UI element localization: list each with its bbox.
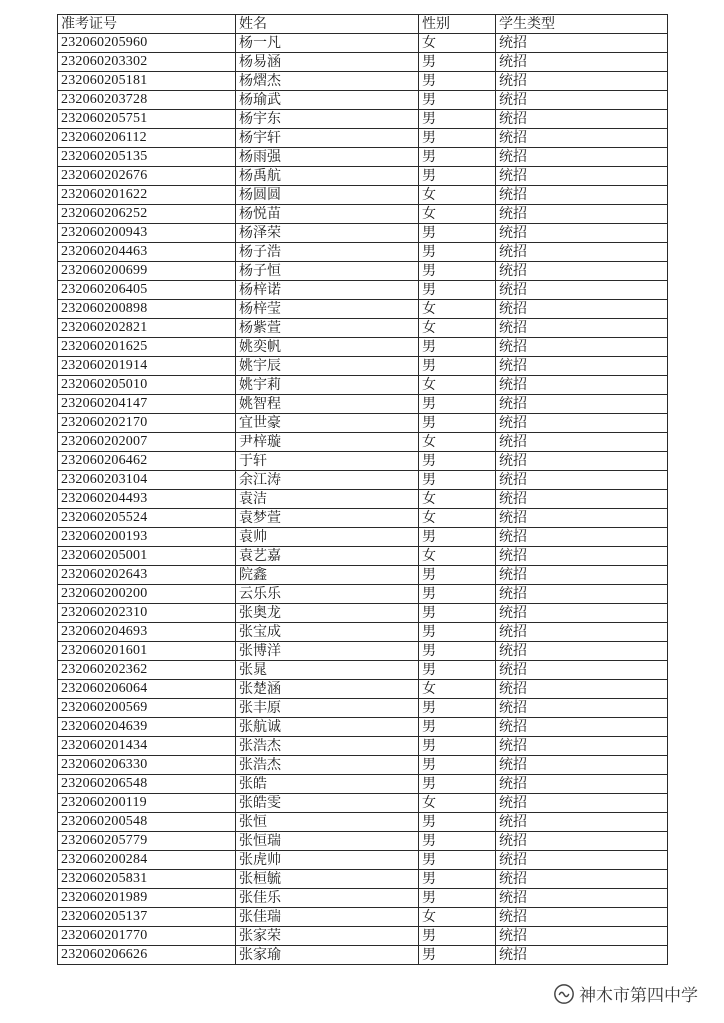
- name-cell: 姚宇辰: [236, 357, 419, 376]
- name-cell: 杨瑜武: [236, 91, 419, 110]
- gender-cell: 男: [419, 471, 496, 490]
- student-type-cell: 统招: [496, 509, 668, 528]
- table-row: [58, 376, 668, 395]
- table-row: [58, 148, 668, 167]
- gender-cell: 男: [419, 661, 496, 680]
- student-type-cell: 统招: [496, 338, 668, 357]
- gender-cell: 男: [419, 699, 496, 718]
- student-type-cell: 统招: [496, 908, 668, 927]
- name-cell: 杨梓莹: [236, 300, 419, 319]
- exam-id-cell: 232060200193: [58, 528, 236, 547]
- gender-cell: 男: [419, 604, 496, 623]
- gender-cell: 男: [419, 718, 496, 737]
- table-row: [58, 699, 668, 718]
- gender-cell: 男: [419, 148, 496, 167]
- name-cell: 袁艺嘉: [236, 547, 419, 566]
- name-cell: 张丰原: [236, 699, 419, 718]
- name-cell: 姚奕帆: [236, 338, 419, 357]
- student-type-cell: 统招: [496, 110, 668, 129]
- table-row: [58, 756, 668, 775]
- student-type-cell: 统招: [496, 186, 668, 205]
- gender-cell: 男: [419, 167, 496, 186]
- student-type-cell: 统招: [496, 72, 668, 91]
- exam-id-cell: 232060200943: [58, 224, 236, 243]
- exam-id-cell: 232060205001: [58, 547, 236, 566]
- student-type-cell: 统招: [496, 680, 668, 699]
- table-row: [58, 186, 668, 205]
- gender-cell: 男: [419, 243, 496, 262]
- student-type-cell: 统招: [496, 34, 668, 53]
- account-watermark: [549, 980, 702, 1007]
- name-cell: 余江涛: [236, 471, 419, 490]
- gender-cell: 男: [419, 528, 496, 547]
- student-table: [57, 14, 668, 965]
- student-type-cell: 统招: [496, 642, 668, 661]
- name-cell: 杨泽荣: [236, 224, 419, 243]
- name-cell: 袁洁: [236, 490, 419, 509]
- name-cell: 杨子浩: [236, 243, 419, 262]
- exam-id-cell: 232060204493: [58, 490, 236, 509]
- exam-id-cell: 232060205779: [58, 832, 236, 851]
- gender-cell: 男: [419, 452, 496, 471]
- roster-sheet: [57, 14, 667, 965]
- table-row: [58, 604, 668, 623]
- table-row: [58, 72, 668, 91]
- table-row: [58, 927, 668, 946]
- student-type-cell: 统招: [496, 243, 668, 262]
- gender-cell: 男: [419, 775, 496, 794]
- name-cell: 杨雨强: [236, 148, 419, 167]
- exam-id-cell: 232060206462: [58, 452, 236, 471]
- exam-id-cell: 232060205010: [58, 376, 236, 395]
- gender-cell: 女: [419, 319, 496, 338]
- student-type-cell: 统招: [496, 129, 668, 148]
- table-row: [58, 357, 668, 376]
- header-exam-id: 准考证号: [58, 15, 236, 34]
- table-header-row: [58, 15, 668, 34]
- exam-id-cell: 232060205960: [58, 34, 236, 53]
- header-name: 姓名: [236, 15, 419, 34]
- exam-id-cell: 232060201914: [58, 357, 236, 376]
- table-row: [58, 433, 668, 452]
- exam-id-cell: 232060206112: [58, 129, 236, 148]
- table-row: [58, 889, 668, 908]
- name-cell: 杨宇东: [236, 110, 419, 129]
- gender-cell: 男: [419, 566, 496, 585]
- exam-id-cell: 232060200119: [58, 794, 236, 813]
- table-row: [58, 642, 668, 661]
- student-type-cell: 统招: [496, 718, 668, 737]
- student-type-cell: 统招: [496, 262, 668, 281]
- gender-cell: 男: [419, 338, 496, 357]
- name-cell: 张博洋: [236, 642, 419, 661]
- student-type-cell: 统招: [496, 528, 668, 547]
- exam-id-cell: 232060203302: [58, 53, 236, 72]
- gender-cell: 男: [419, 395, 496, 414]
- exam-id-cell: 232060204693: [58, 623, 236, 642]
- gender-cell: 男: [419, 889, 496, 908]
- gender-cell: 男: [419, 585, 496, 604]
- exam-id-cell: 232060205751: [58, 110, 236, 129]
- student-type-cell: 统招: [496, 148, 668, 167]
- name-cell: 宜世豪: [236, 414, 419, 433]
- table-row: [58, 528, 668, 547]
- student-type-cell: 统招: [496, 946, 668, 965]
- table-row: [58, 851, 668, 870]
- name-cell: 杨梓诺: [236, 281, 419, 300]
- student-type-cell: 统招: [496, 756, 668, 775]
- name-cell: 张桓毓: [236, 870, 419, 889]
- student-type-cell: 统招: [496, 414, 668, 433]
- table-row: [58, 509, 668, 528]
- table-row: [58, 908, 668, 927]
- gender-cell: 男: [419, 262, 496, 281]
- student-type-cell: 统招: [496, 547, 668, 566]
- exam-id-cell: 232060206626: [58, 946, 236, 965]
- student-type-cell: 统招: [496, 699, 668, 718]
- gender-cell: 男: [419, 357, 496, 376]
- student-type-cell: 统招: [496, 889, 668, 908]
- name-cell: 杨圆圆: [236, 186, 419, 205]
- student-type-cell: 统招: [496, 566, 668, 585]
- name-cell: 姚宇莉: [236, 376, 419, 395]
- gender-cell: 男: [419, 623, 496, 642]
- name-cell: 张恒瑞: [236, 832, 419, 851]
- student-type-cell: 统招: [496, 395, 668, 414]
- name-cell: 云乐乐: [236, 585, 419, 604]
- student-type-cell: 统招: [496, 832, 668, 851]
- wechat-channel-icon: [553, 983, 575, 1005]
- student-type-cell: 统招: [496, 433, 668, 452]
- table-row: [58, 680, 668, 699]
- name-cell: 张奥龙: [236, 604, 419, 623]
- table-row: [58, 53, 668, 72]
- exam-id-cell: 232060205831: [58, 870, 236, 889]
- name-cell: 杨宇轩: [236, 129, 419, 148]
- student-type-cell: 统招: [496, 452, 668, 471]
- exam-id-cell: 232060204639: [58, 718, 236, 737]
- gender-cell: 女: [419, 34, 496, 53]
- table-row: [58, 452, 668, 471]
- student-type-cell: 统招: [496, 91, 668, 110]
- table-row: [58, 661, 668, 680]
- student-type-cell: 统招: [496, 927, 668, 946]
- exam-id-cell: 232060200200: [58, 585, 236, 604]
- table-row: [58, 34, 668, 53]
- name-cell: 姚智程: [236, 395, 419, 414]
- gender-cell: 男: [419, 91, 496, 110]
- student-type-cell: 统招: [496, 53, 668, 72]
- name-cell: 杨子恒: [236, 262, 419, 281]
- exam-id-cell: 232060200284: [58, 851, 236, 870]
- table-row: [58, 110, 668, 129]
- gender-cell: 男: [419, 72, 496, 91]
- gender-cell: 男: [419, 110, 496, 129]
- gender-cell: 男: [419, 870, 496, 889]
- table-row: [58, 585, 668, 604]
- gender-cell: 男: [419, 927, 496, 946]
- exam-id-cell: 232060200699: [58, 262, 236, 281]
- gender-cell: 男: [419, 53, 496, 72]
- table-row: [58, 870, 668, 889]
- exam-id-cell: 232060201434: [58, 737, 236, 756]
- student-type-cell: 统招: [496, 205, 668, 224]
- gender-cell: 男: [419, 737, 496, 756]
- exam-id-cell: 232060206330: [58, 756, 236, 775]
- gender-cell: 女: [419, 186, 496, 205]
- header-gender: 性别: [419, 15, 496, 34]
- student-type-cell: 统招: [496, 319, 668, 338]
- table-row: [58, 794, 668, 813]
- table-row: [58, 262, 668, 281]
- table-row: [58, 832, 668, 851]
- gender-cell: 女: [419, 490, 496, 509]
- exam-id-cell: 232060204463: [58, 243, 236, 262]
- exam-id-cell: 232060202362: [58, 661, 236, 680]
- gender-cell: 男: [419, 224, 496, 243]
- student-type-cell: 统招: [496, 376, 668, 395]
- exam-id-cell: 232060204147: [58, 395, 236, 414]
- name-cell: 张航诚: [236, 718, 419, 737]
- student-type-cell: 统招: [496, 281, 668, 300]
- table-row: [58, 737, 668, 756]
- gender-cell: 男: [419, 832, 496, 851]
- exam-id-cell: 232060201989: [58, 889, 236, 908]
- header-student-type: 学生类型: [496, 15, 668, 34]
- name-cell: 杨熠杰: [236, 72, 419, 91]
- table-row: [58, 718, 668, 737]
- gender-cell: 女: [419, 509, 496, 528]
- gender-cell: 女: [419, 205, 496, 224]
- exam-id-cell: 232060201770: [58, 927, 236, 946]
- exam-id-cell: 232060206548: [58, 775, 236, 794]
- exam-id-cell: 232060202170: [58, 414, 236, 433]
- watermark-text: 神木市第四中学: [579, 986, 698, 1006]
- table-row: [58, 414, 668, 433]
- student-type-cell: 统招: [496, 775, 668, 794]
- exam-id-cell: 232060205137: [58, 908, 236, 927]
- exam-id-cell: 232060201622: [58, 186, 236, 205]
- name-cell: 杨易涵: [236, 53, 419, 72]
- exam-id-cell: 232060200548: [58, 813, 236, 832]
- gender-cell: 男: [419, 813, 496, 832]
- student-type-cell: 统招: [496, 490, 668, 509]
- name-cell: 杨禹航: [236, 167, 419, 186]
- student-type-cell: 统招: [496, 167, 668, 186]
- student-type-cell: 统招: [496, 585, 668, 604]
- gender-cell: 男: [419, 281, 496, 300]
- name-cell: 张虎帅: [236, 851, 419, 870]
- student-type-cell: 统招: [496, 737, 668, 756]
- exam-id-cell: 232060203728: [58, 91, 236, 110]
- table-row: [58, 547, 668, 566]
- exam-id-cell: 232060201625: [58, 338, 236, 357]
- table-row: [58, 775, 668, 794]
- table-row: [58, 338, 668, 357]
- exam-id-cell: 232060201601: [58, 642, 236, 661]
- student-type-cell: 统招: [496, 300, 668, 319]
- name-cell: 张皓雯: [236, 794, 419, 813]
- exam-id-cell: 232060200898: [58, 300, 236, 319]
- student-type-cell: 统招: [496, 623, 668, 642]
- table-row: [58, 566, 668, 585]
- name-cell: 院鑫: [236, 566, 419, 585]
- student-type-cell: 统招: [496, 870, 668, 889]
- table-row: [58, 91, 668, 110]
- table-row: [58, 623, 668, 642]
- exam-id-cell: 232060203104: [58, 471, 236, 490]
- name-cell: 杨悦苗: [236, 205, 419, 224]
- name-cell: 张晁: [236, 661, 419, 680]
- table-row: [58, 205, 668, 224]
- student-type-cell: 统招: [496, 794, 668, 813]
- gender-cell: 女: [419, 908, 496, 927]
- exam-id-cell: 232060202821: [58, 319, 236, 338]
- name-cell: 张佳瑞: [236, 908, 419, 927]
- table-row: [58, 319, 668, 338]
- exam-id-cell: 232060205181: [58, 72, 236, 91]
- gender-cell: 女: [419, 794, 496, 813]
- name-cell: 袁帅: [236, 528, 419, 547]
- name-cell: 袁梦萱: [236, 509, 419, 528]
- table-row: [58, 167, 668, 186]
- student-type-cell: 统招: [496, 661, 668, 680]
- student-type-cell: 统招: [496, 357, 668, 376]
- name-cell: 尹梓璇: [236, 433, 419, 452]
- gender-cell: 男: [419, 851, 496, 870]
- student-type-cell: 统招: [496, 813, 668, 832]
- exam-id-cell: 232060202643: [58, 566, 236, 585]
- exam-id-cell: 232060206252: [58, 205, 236, 224]
- name-cell: 杨一凡: [236, 34, 419, 53]
- table-row: [58, 946, 668, 965]
- student-type-cell: 统招: [496, 224, 668, 243]
- name-cell: 张佳乐: [236, 889, 419, 908]
- exam-id-cell: 232060202676: [58, 167, 236, 186]
- name-cell: 张楚涵: [236, 680, 419, 699]
- table-row: [58, 395, 668, 414]
- exam-id-cell: 232060206064: [58, 680, 236, 699]
- name-cell: 张宝成: [236, 623, 419, 642]
- table-row: [58, 129, 668, 148]
- gender-cell: 男: [419, 129, 496, 148]
- gender-cell: 男: [419, 414, 496, 433]
- table-row: [58, 281, 668, 300]
- table-row: [58, 471, 668, 490]
- gender-cell: 男: [419, 642, 496, 661]
- name-cell: 张浩杰: [236, 737, 419, 756]
- gender-cell: 男: [419, 756, 496, 775]
- name-cell: 张皓: [236, 775, 419, 794]
- name-cell: 张恒: [236, 813, 419, 832]
- table-row: [58, 813, 668, 832]
- table-row: [58, 490, 668, 509]
- table-row: [58, 224, 668, 243]
- table-row: [58, 300, 668, 319]
- name-cell: 张家瑜: [236, 946, 419, 965]
- gender-cell: 女: [419, 376, 496, 395]
- name-cell: 于轩: [236, 452, 419, 471]
- exam-id-cell: 232060205135: [58, 148, 236, 167]
- gender-cell: 女: [419, 433, 496, 452]
- gender-cell: 女: [419, 680, 496, 699]
- name-cell: 杨紫萱: [236, 319, 419, 338]
- student-type-cell: 统招: [496, 604, 668, 623]
- exam-id-cell: 232060202310: [58, 604, 236, 623]
- gender-cell: 女: [419, 300, 496, 319]
- gender-cell: 男: [419, 946, 496, 965]
- student-type-cell: 统招: [496, 851, 668, 870]
- exam-id-cell: 232060205524: [58, 509, 236, 528]
- exam-id-cell: 232060200569: [58, 699, 236, 718]
- gender-cell: 女: [419, 547, 496, 566]
- exam-id-cell: 232060206405: [58, 281, 236, 300]
- name-cell: 张浩杰: [236, 756, 419, 775]
- name-cell: 张家荣: [236, 927, 419, 946]
- table-row: [58, 243, 668, 262]
- exam-id-cell: 232060202007: [58, 433, 236, 452]
- student-type-cell: 统招: [496, 471, 668, 490]
